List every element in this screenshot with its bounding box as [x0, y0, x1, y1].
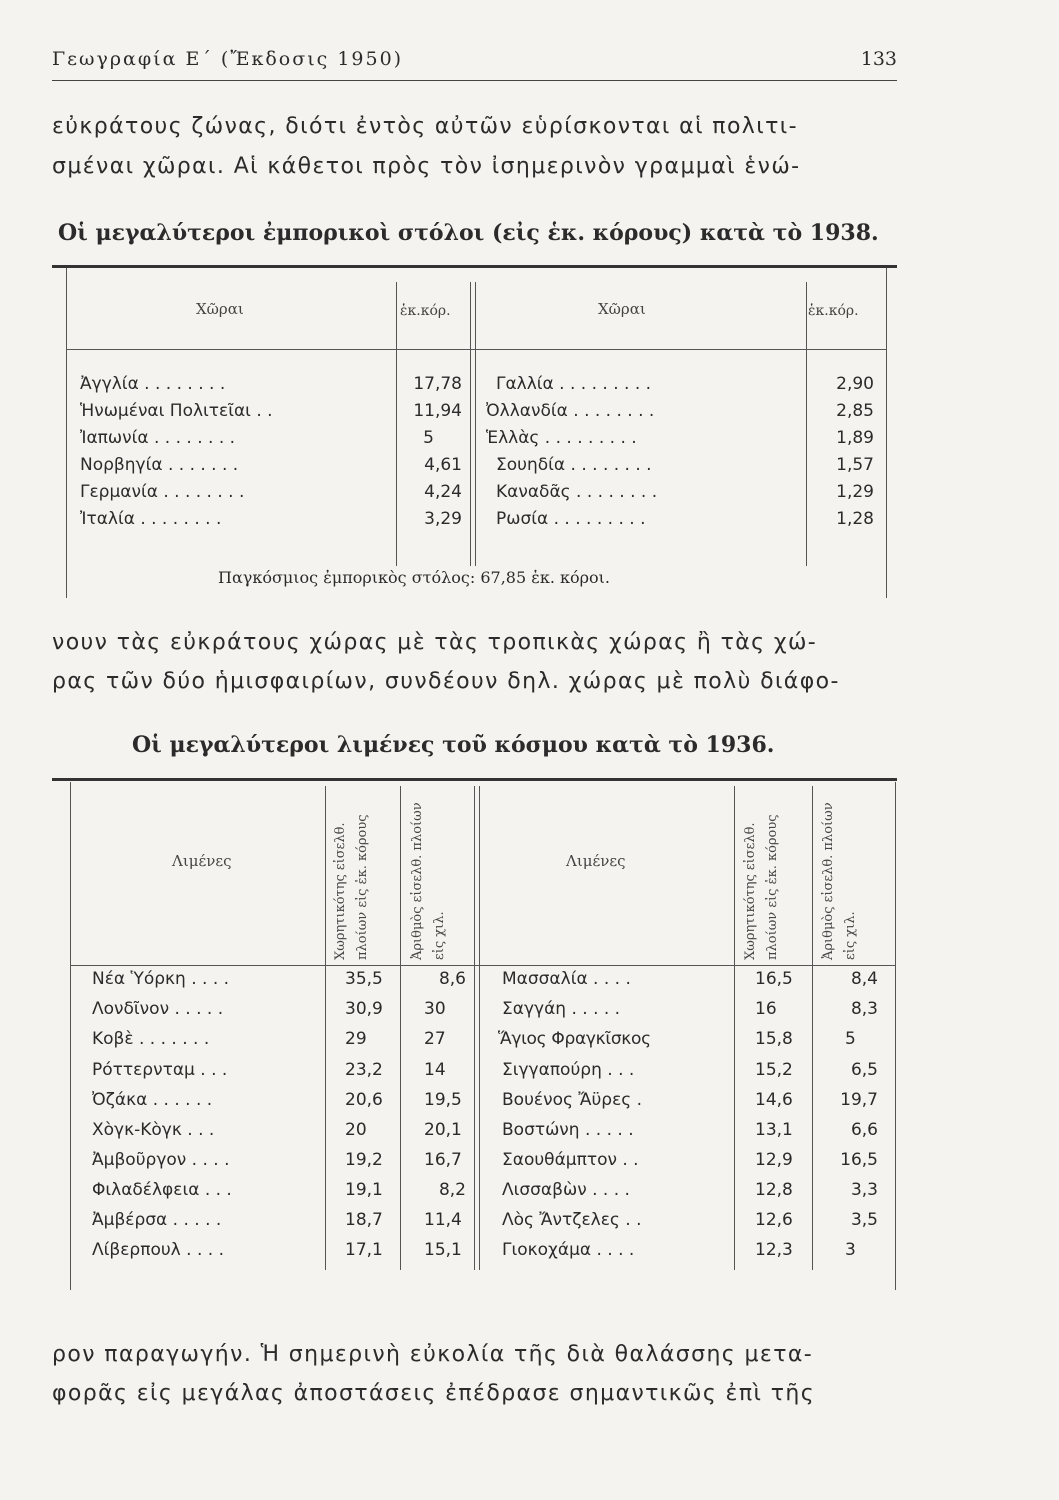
fleet-tonnage: 3,29: [424, 509, 462, 529]
port-ship-count: 8,6: [438, 969, 466, 989]
fleet-country-name: Γερμανία . . . . . . . .: [80, 482, 245, 502]
port-name: Γιοκοχάμα . . . .: [502, 1240, 635, 1260]
port-name: Βουένος Ἄϋρες .: [502, 1090, 643, 1110]
port-name: Σιγγαπούρη . . .: [502, 1060, 635, 1080]
port-tonnage: 15,8: [755, 1029, 793, 1049]
port-name: Νέα Ὑόρκη . . . .: [92, 969, 230, 989]
port-tonnage: 16: [755, 999, 777, 1019]
port-ship-count: 27: [424, 1029, 446, 1049]
port-ship-count: 8,2: [438, 1180, 466, 1200]
fleets-divider-2: [470, 282, 471, 566]
fleets-divider-3: [475, 282, 476, 566]
body-line-6: φορᾶς εἰς μεγάλας ἀποστάσεις ἐπέδρασε σημαντικῶς ἐπὶ τῆς: [52, 1381, 816, 1406]
ports-divider-2: [400, 786, 401, 1270]
body-line-2: σμέναι χῶραι. Αἱ κάθετοι πρὸς τὸν ἰσημερινὸν γραμμαὶ ἑνώ-: [52, 154, 801, 179]
fleet-country-name: Ἀγγλία . . . . . . . .: [80, 374, 226, 394]
ports-col-port-right: Λιμένες: [566, 852, 626, 870]
fleets-col-country-right: Χῶραι: [598, 300, 646, 318]
fleet-tonnage: 17,78: [413, 374, 462, 394]
ports-col-tonnage-left: Χωρητικότης εἰσελθ. πλοίων εἰς ἑκ. κόρους: [333, 814, 370, 960]
fleets-left-border: [66, 268, 67, 598]
port-name: Φιλαδέλφεια . . .: [92, 1180, 232, 1200]
fleet-country-name: Νορβηγία . . . . . . .: [80, 455, 239, 475]
port-name: Σαουθάμπτον . .: [502, 1150, 639, 1170]
body-line-4: ρας τῶν δύο ἡμισφαιρίων, συνδέουν δηλ. χώρας μὲ πολὺ διάφο-: [52, 669, 840, 694]
ports-header-rule: [70, 965, 895, 966]
fleet-tonnage: 1,57: [836, 455, 874, 475]
fleet-tonnage: 1,28: [836, 509, 874, 529]
port-ship-count: 8,3: [850, 999, 878, 1019]
fleets-right-border: [886, 268, 887, 598]
fleet-tonnage: 2,85: [836, 401, 874, 421]
port-name: Μασσαλία . . . .: [502, 969, 631, 989]
port-tonnage: 15,2: [755, 1060, 793, 1080]
fleet-tonnage: 11,94: [413, 401, 462, 421]
port-ship-count: 16,7: [424, 1150, 462, 1170]
port-name: Χὸγκ-Κὸγκ . . .: [92, 1120, 215, 1140]
fleet-country-name: Σουηδία . . . . . . . .: [496, 455, 652, 475]
body-line-1: εὐκράτους ζώνας, διότι ἐντὸς αὐτῶν εὑρίσκονται αἱ πολιτι-: [52, 114, 798, 139]
port-ship-count: 5: [845, 1029, 856, 1049]
fleet-tonnage: 4,61: [424, 455, 462, 475]
port-name: Ἅγιος Φραγκῖσκος: [498, 1029, 651, 1049]
fleet-country-name: Καναδᾶς . . . . . . . .: [496, 482, 658, 502]
port-name: Σαγγάη . . . . .: [502, 999, 621, 1019]
ports-divider-1: [325, 786, 326, 1270]
port-tonnage: 20,6: [345, 1090, 383, 1110]
running-header: [52, 46, 897, 81]
ports-table-title: Οἱ μεγαλύτεροι λιμένες τοῦ κόσμου κατὰ τὸ 1936.: [132, 732, 775, 758]
ports-divider-4: [479, 786, 480, 1270]
port-ship-count: 30: [424, 999, 446, 1019]
port-tonnage: 18,7: [345, 1210, 383, 1230]
port-name: Ἀμβέρσα . . . . .: [92, 1210, 222, 1230]
fleet-country-name: Ρωσία . . . . . . . . .: [496, 509, 646, 529]
port-tonnage: 14,6: [755, 1090, 793, 1110]
port-tonnage: 19,1: [345, 1180, 383, 1200]
port-ship-count: 3,5: [850, 1210, 878, 1230]
port-name: Ὀζάκα . . . . . .: [92, 1090, 213, 1110]
ports-col-count-left: Ἀριθμὸς εἰσελθ. πλοίων εἰς χιλ.: [410, 802, 447, 960]
port-ship-count: 3,3: [850, 1180, 878, 1200]
port-name: Βοστώνη . . . . .: [502, 1120, 634, 1140]
port-name: Λισσαβὼν . . . .: [502, 1180, 630, 1200]
port-ship-count: 3: [845, 1240, 856, 1260]
port-ship-count: 19,7: [840, 1090, 878, 1110]
ports-top-rule: [52, 778, 897, 781]
fleets-total: Παγκόσμιος ἐμπορικὸς στόλος: 67,85 ἑκ. κόροι.: [218, 568, 611, 587]
port-tonnage: 19,2: [345, 1150, 383, 1170]
port-ship-count: 6,6: [850, 1120, 878, 1140]
fleets-top-rule: [52, 265, 897, 268]
page-number: 133: [860, 48, 897, 70]
port-tonnage: 23,2: [345, 1060, 383, 1080]
port-ship-count: 20,1: [424, 1120, 462, 1140]
port-ship-count: 11,4: [424, 1210, 462, 1230]
fleet-tonnage: 1,29: [836, 482, 874, 502]
ports-divider-5: [734, 786, 735, 1270]
header-title: Γεωγραφία Ε΄ (Ἔκδοσις 1950): [52, 48, 404, 70]
fleet-country-name: Ἡνωμέναι Πολιτεῖαι . .: [80, 401, 273, 421]
fleets-col-country-left: Χῶραι: [196, 300, 244, 318]
port-name: Ἀμβοῦργον . . . .: [92, 1150, 230, 1170]
port-ship-count: 16,5: [840, 1150, 878, 1170]
fleet-country-name: Ἰταλία . . . . . . . .: [80, 509, 222, 529]
port-tonnage: 12,6: [755, 1210, 793, 1230]
port-tonnage: 30,9: [345, 999, 383, 1019]
port-tonnage: 17,1: [345, 1240, 383, 1260]
ports-divider-3: [474, 786, 475, 1270]
fleet-country-name: Ἰαπωνία . . . . . . . .: [80, 428, 236, 448]
ports-left-border: [70, 782, 71, 1290]
fleets-divider-4: [806, 282, 807, 566]
fleets-col-tonnage-left: ἑκ.κόρ.: [400, 303, 451, 319]
port-name: Κοβὲ . . . . . . .: [92, 1029, 210, 1049]
port-name: Λονδῖνον . . . . .: [92, 999, 224, 1019]
fleet-tonnage: 1,89: [836, 428, 874, 448]
fleet-country-name: Γαλλία . . . . . . . . .: [496, 374, 652, 394]
port-tonnage: 20: [345, 1120, 367, 1140]
port-tonnage: 12,9: [755, 1150, 793, 1170]
ports-right-border: [895, 782, 896, 1290]
port-tonnage: 29: [345, 1029, 367, 1049]
port-tonnage: 16,5: [755, 969, 793, 989]
fleet-tonnage: 5: [423, 428, 434, 448]
port-ship-count: 8,4: [850, 969, 878, 989]
fleets-divider-1: [396, 282, 397, 566]
port-ship-count: 15,1: [424, 1240, 462, 1260]
port-tonnage: 12,8: [755, 1180, 793, 1200]
ports-col-port-left: Λιμένες: [172, 852, 232, 870]
ports-col-tonnage-right: Χωρητικότης εἰσελθ. πλοίων εἰς ἑκ. κόρους: [743, 814, 780, 960]
fleet-country-name: Ὀλλανδία . . . . . . . .: [486, 401, 655, 421]
port-tonnage: 12,3: [755, 1240, 793, 1260]
ports-divider-6: [812, 786, 813, 1270]
body-line-3: νουν τὰς εὐκράτους χώρας μὲ τὰς τροπικὰς χώρας ἢ τὰς χώ-: [52, 630, 818, 655]
body-line-5: ρον παραγωγήν. Ἡ σημερινὴ εὐκολία τῆς διὰ θαλάσσης μετα-: [52, 1342, 814, 1367]
fleet-country-name: Ἑλλὰς . . . . . . . . .: [486, 428, 637, 448]
fleets-header-rule: [66, 349, 886, 350]
ports-col-count-right: Ἀριθμὸς εἰσελθ. πλοίων εἰς χιλ.: [821, 802, 858, 960]
port-name: Ρόττερνταμ . . .: [92, 1060, 228, 1080]
fleet-tonnage: 4,24: [424, 482, 462, 502]
fleets-table-title: Οἱ μεγαλύτεροι ἐμπορικοὶ στόλοι (εἰς ἑκ. κόρους) κατὰ τὸ 1938.: [58, 220, 879, 246]
fleets-col-tonnage-right: ἑκ.κόρ.: [808, 303, 859, 319]
port-name: Λίβερπουλ . . . .: [92, 1240, 224, 1260]
port-ship-count: 14: [424, 1060, 446, 1080]
port-ship-count: 19,5: [424, 1090, 462, 1110]
port-ship-count: 6,5: [850, 1060, 878, 1080]
port-tonnage: 35,5: [345, 969, 383, 989]
fleet-tonnage: 2,90: [836, 374, 874, 394]
port-name: Λὸς Ἄντζελες . .: [502, 1210, 642, 1230]
port-tonnage: 13,1: [755, 1120, 793, 1140]
